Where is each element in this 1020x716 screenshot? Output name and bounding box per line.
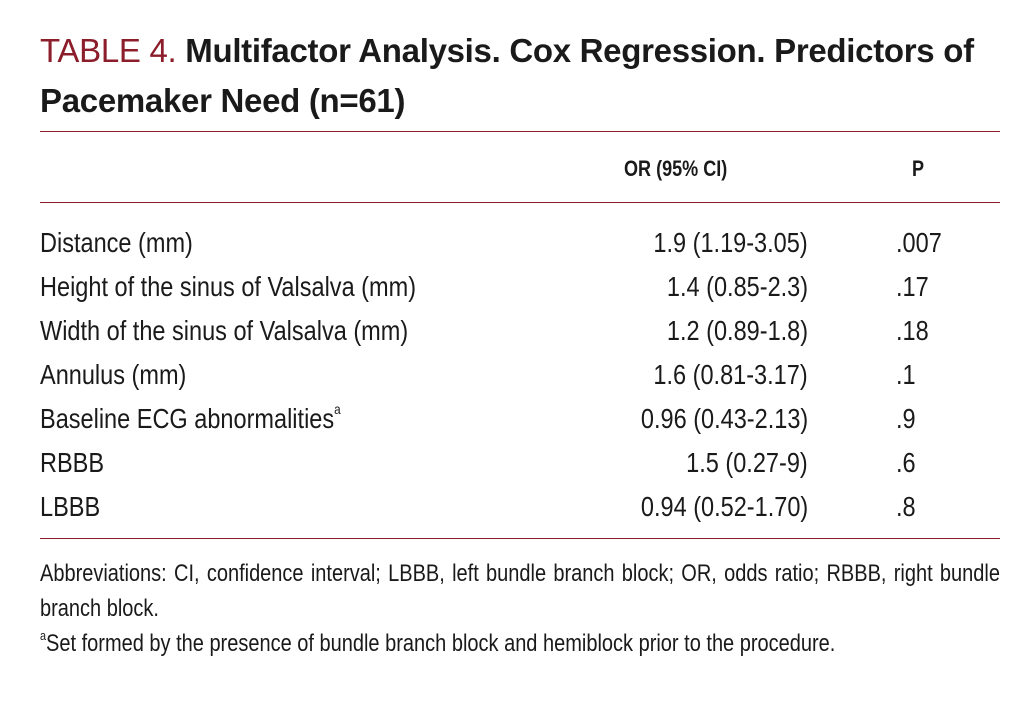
- row-p-value: .18: [896, 315, 929, 346]
- header-or: OR (95% CI): [624, 156, 728, 181]
- abbreviations-note: Abbreviations: CI, confidence interval; LBBB, left bundle branch block; OR, odds ratio; RBBB, right bundle branch block.: [40, 560, 1000, 622]
- row-or-value: 1.4 (0.85-2.3): [666, 271, 808, 302]
- row-label: Distance (mm): [40, 227, 193, 258]
- footnote-a-text: Set formed by the presence of bundle branch block and hemiblock prior to the procedure.: [46, 630, 836, 657]
- row-or-value: 0.96 (0.43-2.13): [640, 403, 808, 434]
- table-footnotes: [40, 556, 1000, 661]
- row-p-value: .6: [896, 447, 916, 478]
- row-p-value: .17: [896, 271, 929, 302]
- row-label: LBBB: [40, 491, 101, 522]
- table-row: [40, 221, 1000, 265]
- table-row: [40, 309, 1000, 353]
- header-rule: [40, 202, 1000, 203]
- footnote-marker: a: [334, 401, 341, 417]
- row-label: RBBB: [40, 447, 105, 478]
- row-or-value: 1.9 (1.19-3.05): [653, 227, 808, 258]
- table-row: [40, 353, 1000, 397]
- bottom-rule: [40, 538, 1000, 539]
- header-p: P: [912, 156, 925, 181]
- table-title: [40, 26, 1000, 126]
- footnote-a-marker: a: [40, 628, 47, 643]
- row-p-value: .9: [896, 403, 916, 434]
- top-rule: [40, 131, 1000, 132]
- footnote-a: [40, 626, 1000, 661]
- table-label: TABLE 4.: [40, 32, 177, 69]
- row-p-value: .1: [896, 359, 916, 390]
- row-label: Baseline ECG abnormalities$^a$: [40, 401, 341, 434]
- table-row: [40, 265, 1000, 309]
- table-row: [40, 485, 1000, 529]
- row-label: Height of the sinus of Valsalva (mm): [40, 271, 417, 302]
- row-label: Annulus (mm): [40, 359, 187, 390]
- row-or-value: 1.2 (0.89-1.8): [666, 315, 808, 346]
- row-label: Width of the sinus of Valsalva (mm): [40, 315, 409, 346]
- table-caption: Multifactor Analysis. Cox Regression. Predictors of Pacemaker Need (n=61): [40, 32, 974, 119]
- row-p-value: .007: [896, 227, 942, 258]
- row-or-value: 1.6 (0.81-3.17): [653, 359, 808, 390]
- row-or-value: 1.5 (0.27-9): [686, 447, 808, 478]
- table-row: [40, 397, 1000, 441]
- row-or-value: 0.94 (0.52-1.70): [640, 491, 808, 522]
- table-row: [40, 441, 1000, 485]
- row-p-value: .8: [896, 491, 916, 522]
